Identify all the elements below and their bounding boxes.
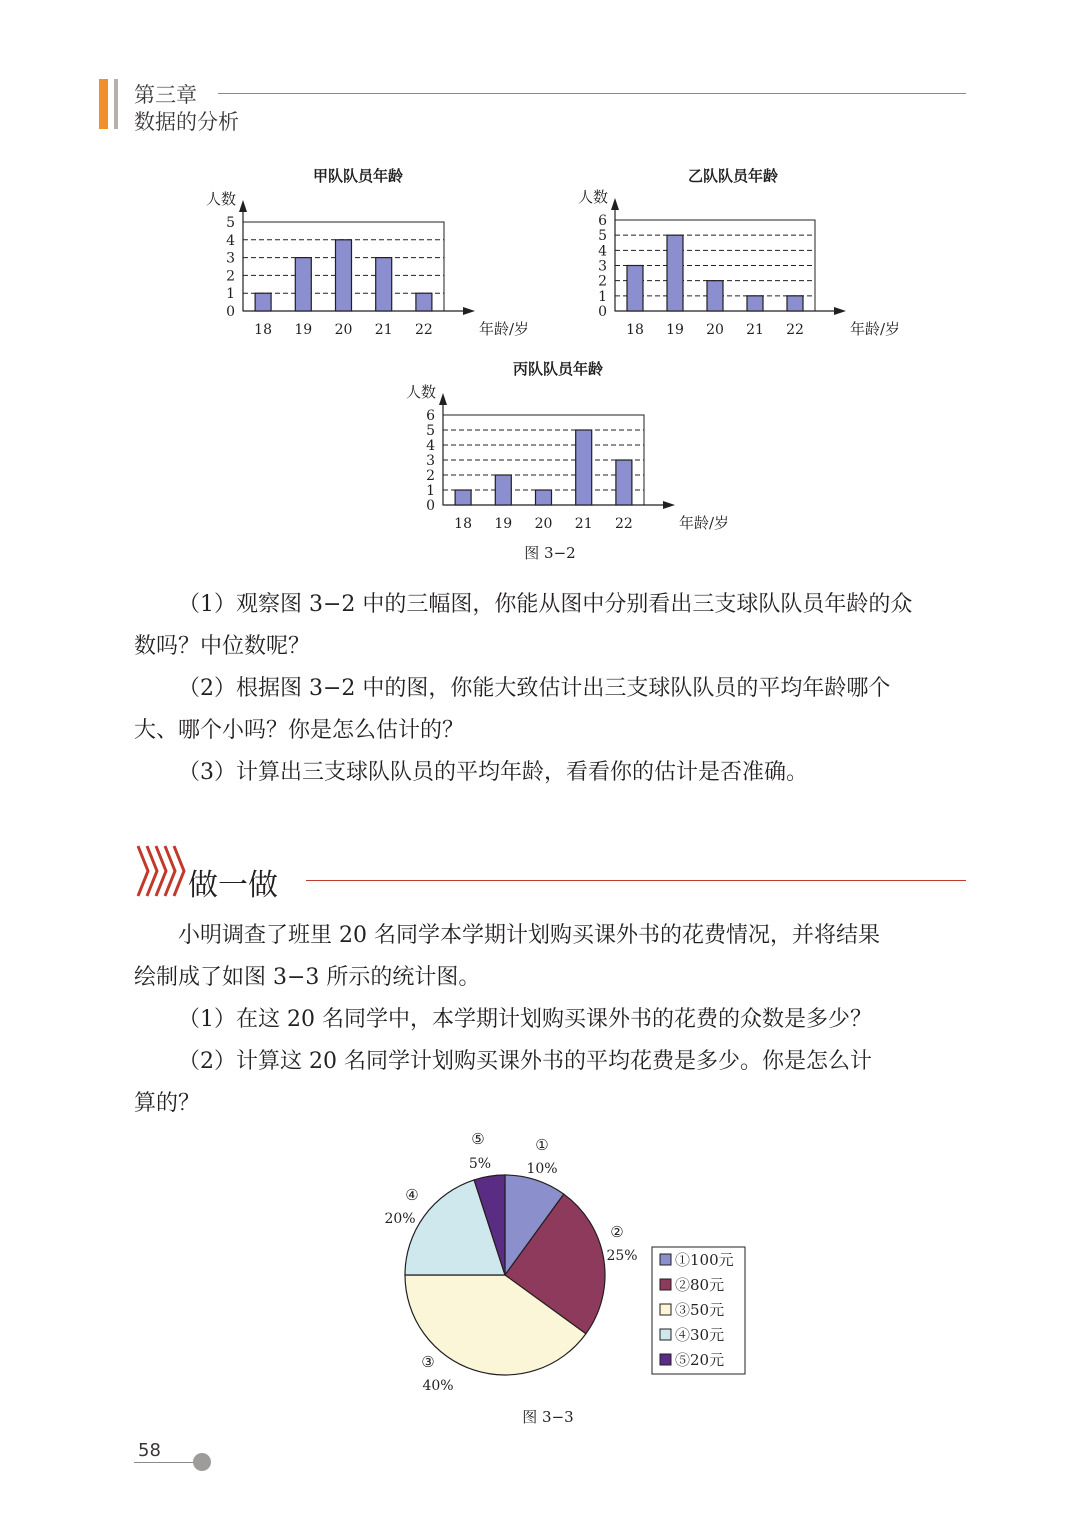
x-axis-label: 年龄/岁 — [479, 320, 530, 338]
y-tick-label: 1 — [226, 286, 235, 303]
figure-3-2-caption: 图 3−2 — [524, 544, 576, 562]
page-number: 58 — [138, 1440, 161, 1461]
y-tick-label: 0 — [598, 304, 607, 320]
x-axis-arrow — [463, 307, 475, 315]
x-axis-label: 年龄/岁 — [679, 514, 730, 532]
slice-marker: ⑤ — [471, 1130, 485, 1148]
activity-question-1: （1）在这 20 名同学中，本学期计划购买课外书的花费的众数是多少？ — [178, 1007, 872, 1032]
slice-percent-label: 20% — [384, 1211, 416, 1227]
chart-title: 丙队队员年龄 — [512, 360, 604, 378]
y-tick-label: 4 — [426, 438, 435, 454]
y-tick-label: 1 — [598, 288, 607, 305]
question-3-line-1: （3）计算出三支球队队员的平均年龄，看看你的估计是否准确。 — [178, 760, 808, 785]
legend-entry: ③50元 — [675, 1301, 725, 1319]
legend-swatch — [660, 1354, 671, 1365]
x-tick-label: 18 — [254, 322, 273, 338]
y-axis-label: 人数 — [205, 190, 237, 208]
y-axis-arrow — [611, 198, 619, 210]
x-tick-label: 19 — [666, 322, 684, 338]
x-tick-label: 20 — [706, 322, 724, 338]
bar-chart-team-yi — [578, 167, 900, 338]
x-tick-label: 22 — [786, 322, 804, 338]
bar — [336, 240, 352, 311]
y-axis-arrow — [239, 200, 247, 212]
legend-swatch — [660, 1329, 671, 1340]
activity-question-2-line-1: （2）计算这 20 名同学计划购买课外书的平均花费是多少。你是怎么计 — [178, 1049, 872, 1074]
x-tick-label: 18 — [626, 322, 644, 338]
bar — [255, 293, 271, 311]
chapter-subtitle: 数据的分析 — [134, 110, 239, 134]
x-tick-label: 18 — [454, 516, 473, 532]
y-tick-label: 6 — [598, 213, 607, 229]
question-2-line-1: （2）根据图 3−2 中的图，你能大致估计出三支球队队员的平均年龄哪个 — [178, 676, 891, 701]
y-tick-label: 5 — [226, 215, 235, 231]
chapter-title: 第三章 — [134, 83, 197, 107]
y-tick-label: 2 — [426, 468, 435, 484]
activity-intro-line-2: 绘制成了如图 3−3 所示的统计图。 — [134, 965, 481, 990]
y-tick-label: 4 — [226, 232, 235, 249]
bar — [536, 490, 552, 505]
slice-percent-label: 5% — [468, 1156, 492, 1172]
y-tick-label: 4 — [598, 243, 607, 260]
x-axis-arrow — [834, 307, 846, 315]
bar-chart-team-bing — [406, 360, 729, 532]
bar — [707, 281, 723, 311]
x-tick-label: 19 — [294, 322, 313, 338]
bar — [787, 296, 803, 311]
legend-entry: ①100元 — [675, 1251, 734, 1269]
question-1-line-2: 数吗？中位数呢？ — [134, 634, 311, 659]
y-tick-label: 2 — [598, 273, 607, 290]
legend-swatch — [660, 1279, 671, 1290]
question-1-line-1: （1）观察图 3−2 中的三幅图，你能从图中分别看出三支球队队员年龄的众 — [178, 592, 913, 617]
legend-entry: ②80元 — [675, 1276, 725, 1294]
slice-marker: ③ — [421, 1353, 435, 1371]
bar — [667, 235, 683, 311]
chart-title: 甲队队员年龄 — [312, 167, 404, 185]
section-title: 做一做 — [188, 868, 278, 903]
slice-percent-label: 25% — [606, 1248, 638, 1264]
y-tick-label: 3 — [426, 453, 435, 469]
y-axis-arrow — [439, 393, 447, 405]
y-tick-label: 6 — [426, 408, 435, 424]
bar — [455, 490, 471, 505]
x-tick-label: 19 — [494, 516, 513, 532]
questions-block-1 — [134, 584, 974, 794]
chevron-arrows-icon — [134, 842, 186, 900]
y-tick-label: 0 — [226, 304, 235, 320]
footer-rule — [134, 1462, 196, 1463]
slice-marker: ④ — [405, 1186, 419, 1204]
x-tick-label: 21 — [574, 516, 593, 532]
y-tick-label: 0 — [426, 498, 435, 514]
legend-entry: ⑤20元 — [675, 1351, 725, 1369]
slice-marker: ① — [535, 1136, 549, 1154]
y-axis-label: 人数 — [405, 383, 437, 401]
chart-title: 乙队队员年龄 — [687, 167, 779, 185]
y-tick-label: 2 — [226, 268, 235, 285]
figure-3-3 — [0, 1120, 1080, 1430]
y-tick-label: 3 — [226, 250, 235, 267]
activity-intro-line-1: 小明调查了班里 20 名同学本学期计划购买课外书的花费情况，并将结果 — [178, 923, 880, 948]
bar — [295, 258, 311, 311]
x-tick-label: 22 — [614, 516, 633, 532]
y-tick-label: 1 — [426, 483, 435, 499]
x-tick-label: 20 — [334, 322, 353, 338]
x-axis-arrow — [663, 501, 675, 509]
bar — [576, 430, 592, 505]
question-2-line-2: 大、哪个小吗？你是怎么估计的？ — [134, 718, 465, 743]
pie-chart — [384, 1130, 637, 1394]
bar — [616, 460, 632, 505]
slice-marker: ② — [610, 1223, 624, 1241]
pie-legend — [652, 1247, 745, 1374]
x-tick-label: 22 — [414, 322, 433, 338]
legend-swatch — [660, 1254, 671, 1265]
section-rule — [306, 880, 966, 881]
x-tick-label: 21 — [746, 322, 764, 338]
y-tick-label: 5 — [426, 423, 435, 439]
y-axis-label: 人数 — [577, 188, 609, 206]
slice-percent-label: 40% — [422, 1378, 454, 1394]
legend-swatch — [660, 1304, 671, 1315]
y-tick-label: 3 — [598, 258, 607, 275]
bar — [627, 266, 643, 312]
slice-percent-label: 10% — [526, 1161, 558, 1177]
y-tick-label: 5 — [598, 228, 607, 245]
bar-chart-team-jia — [206, 167, 529, 338]
bar — [376, 258, 392, 311]
footer-dot — [193, 1453, 211, 1471]
bar — [416, 293, 432, 311]
bar — [747, 296, 763, 311]
figure-3-3-caption: 图 3−3 — [522, 1408, 574, 1426]
questions-block-2 — [134, 915, 974, 1125]
bar — [495, 475, 511, 505]
figure-3-2 — [0, 0, 1080, 580]
legend-entry: ④30元 — [675, 1326, 725, 1344]
x-axis-label: 年龄/岁 — [850, 320, 901, 338]
x-tick-label: 20 — [534, 516, 553, 532]
x-tick-label: 21 — [374, 322, 393, 338]
activity-question-2-line-2: 算的？ — [134, 1091, 201, 1116]
